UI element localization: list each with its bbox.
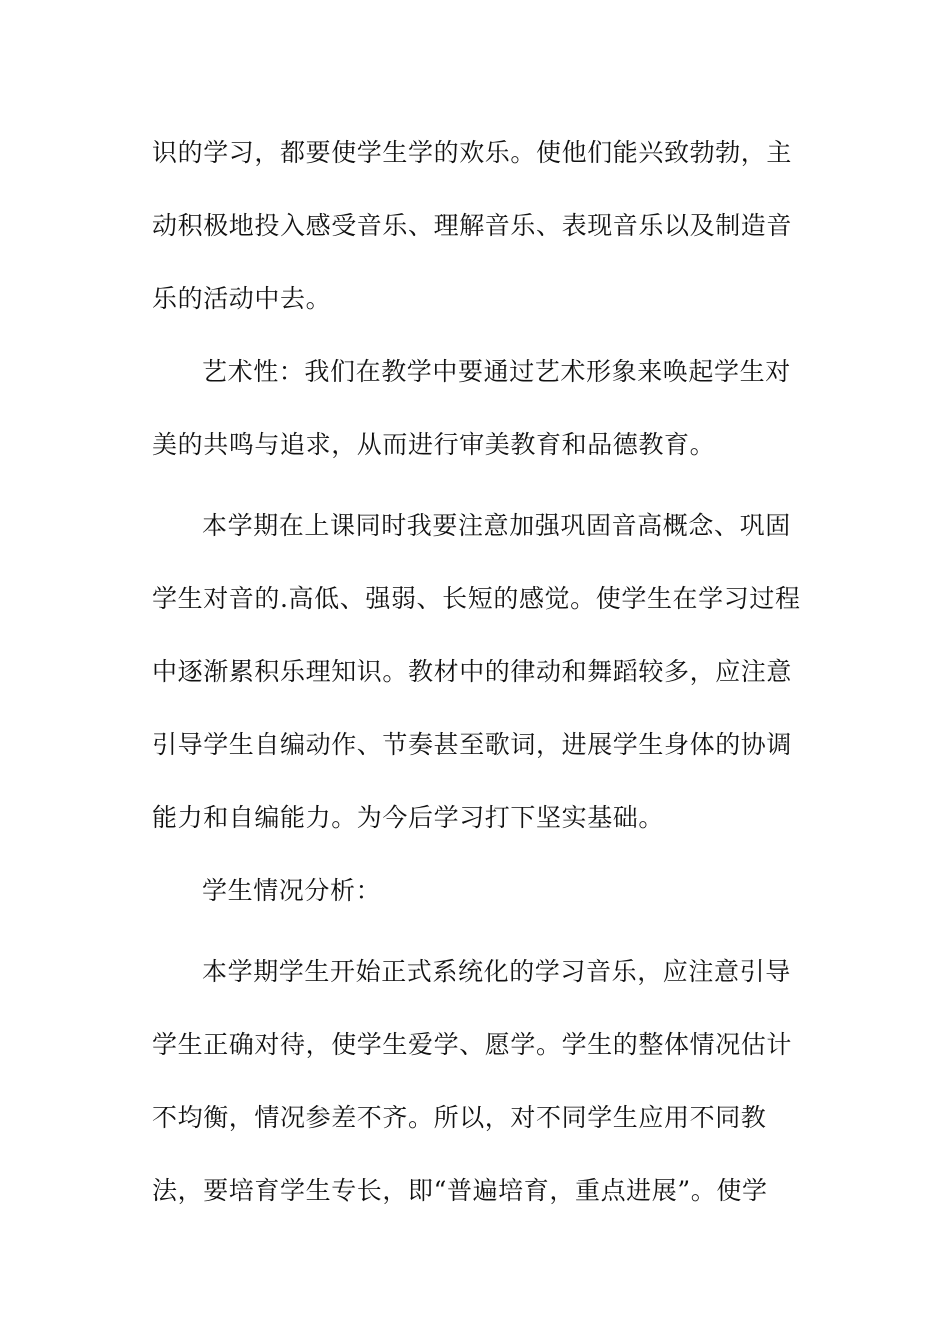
text-line: 学生正确对待，使学生爱学、愿学。学生的整体情况估计: [152, 1030, 793, 1059]
text-line: 法，要培育学生专长，即“普遍培育，重点进展”。使学: [152, 1176, 768, 1205]
text-line: 学生对音的.高低、强弱、长短的感觉。使学生在学习过程: [152, 584, 801, 613]
paragraph-first-line: 本学期在上课同时我要注意加强巩固音高概念、巩固: [202, 511, 791, 540]
text-line: 中逐渐累积乐理知识。教材中的律动和舞蹈较多，应注意: [152, 657, 793, 686]
paragraph-first-line: 艺术性：我们在教学中要通过艺术形象来唤起学生对: [202, 357, 791, 386]
text-line: 动积极地投入感受音乐、理解音乐、表现音乐以及制造音: [152, 211, 793, 240]
text-line: 识的学习，都要使学生学的欢乐。使他们能兴致勃勃，主: [152, 138, 793, 167]
text-line: 不均衡，情况参差不齐。所以，对不同学生应用不同教: [152, 1103, 767, 1132]
paragraph-first-line: 本学期学生开始正式系统化的学习音乐，应注意引导: [202, 957, 791, 986]
section-heading: 学生情况分析：: [202, 876, 382, 905]
text-line: 乐的活动中去。: [152, 284, 332, 313]
text-line: 美的共鸣与追求，从而进行审美教育和品德教育。: [152, 430, 716, 459]
text-line: 引导学生自编动作、节奏甚至歌词，进展学生身体的协调: [152, 730, 793, 759]
text-line: 能力和自编能力。为今后学习打下坚实基础。: [152, 803, 665, 832]
